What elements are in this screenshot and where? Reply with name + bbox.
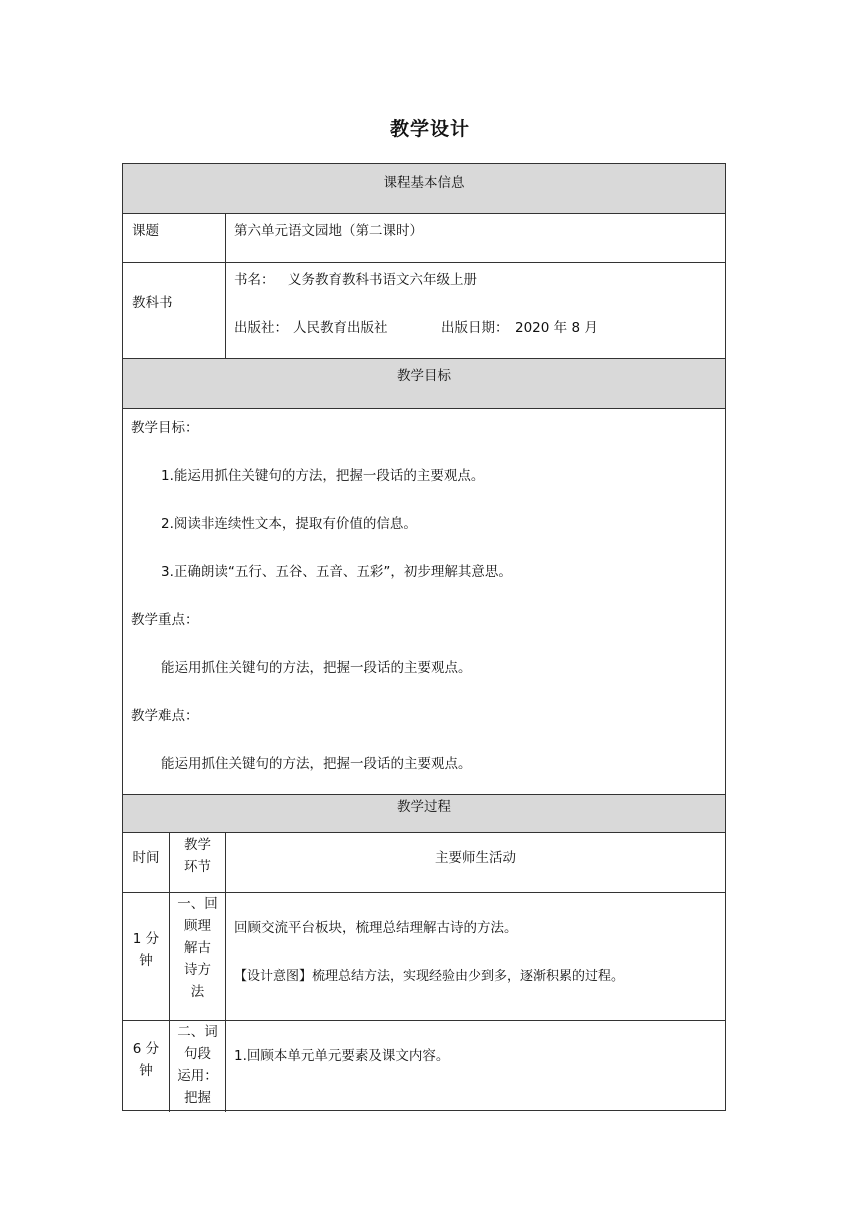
stage-line: 二、词: [177, 1024, 218, 1040]
process-columns-row: [123, 833, 725, 893]
stage-line: 解古: [184, 940, 211, 956]
col-stage-header-line: 环节: [184, 859, 211, 875]
time-line: 1 分: [132, 931, 160, 947]
key-point-text: 能运用抓住关键句的方法，把握一段话的主要观点。: [161, 660, 472, 676]
stage-cell: [169, 893, 225, 1020]
pub-date-label: 出版日期：: [441, 320, 509, 336]
page-title: 教学设计: [389, 118, 470, 140]
time-line: 6 分: [132, 1041, 160, 1057]
objective-item: 1.能运用抓住关键句的方法，把握一段话的主要观点。: [161, 468, 485, 484]
stage-line: 把握: [184, 1090, 211, 1106]
book-name-label: 书名：: [234, 272, 275, 288]
objectives-body: [123, 409, 725, 795]
activity-text: 回顾交流平台板块，梳理总结理解古诗的方法。: [234, 920, 518, 936]
objectives-header: 教学目标: [397, 368, 451, 384]
col-time-header: 时间: [132, 850, 160, 866]
difficulty-label: 教学难点：: [131, 708, 199, 724]
stage-line: 一、回: [177, 896, 218, 912]
objective-item: 2.阅读非连续性文本，提取有价值的信息。: [161, 516, 417, 532]
activity-cell: [225, 893, 725, 1020]
textbook-row: [123, 263, 725, 359]
design-note: 【设计意图】梳理总结方法，实现经验由少到多，逐渐积累的过程。: [234, 969, 625, 984]
book-name-value: 义务教育教科书语文六年级上册: [288, 272, 477, 288]
topic-row: [123, 214, 725, 263]
process-row: [123, 893, 725, 1021]
col-activity-header: 主要师生活动: [435, 850, 516, 866]
activity-cell: [225, 1021, 725, 1112]
activity-text: 1.回顾本单元单元要素及课文内容。: [234, 1048, 450, 1064]
difficulty-text: 能运用抓住关键句的方法，把握一段话的主要观点。: [161, 756, 472, 772]
stage-cell: [169, 1021, 225, 1112]
process-header-row: [123, 795, 725, 833]
pub-date-value: 2020 年 8 月: [515, 320, 598, 336]
stage-line: 法: [190, 984, 205, 1000]
topic-value: 第六单元语文园地（第二课时）: [234, 223, 423, 239]
topic-label: 课题: [132, 223, 159, 239]
lesson-plan-table: [122, 163, 726, 1111]
key-point-label: 教学重点：: [131, 612, 199, 628]
textbook-value-cell: [225, 263, 725, 358]
col-stage-header-line: 教学: [184, 837, 211, 853]
objective-item: 3.正确朗读“五行、五谷、五音、五彩”，初步理解其意思。: [161, 564, 512, 580]
col-stage-header-cell: [169, 833, 225, 892]
topic-value-cell: [225, 214, 725, 262]
objectives-header-row: [123, 359, 725, 409]
basic-info-header-row: [123, 164, 725, 214]
stage-line: 诗方: [184, 962, 211, 978]
objectives-label: 教学目标：: [131, 420, 199, 436]
publisher-label: 出版社：: [234, 320, 288, 336]
time-cell: [123, 893, 169, 1020]
time-cell: [123, 1021, 169, 1112]
time-line: 钟: [139, 1063, 153, 1079]
process-row: [123, 1021, 725, 1112]
basic-info-header: 课程基本信息: [383, 175, 465, 191]
process-header: 教学过程: [397, 799, 451, 815]
textbook-label: 教科书: [132, 295, 173, 311]
col-activity-header-cell: [225, 833, 725, 892]
publisher-value: 人民教育出版社: [293, 320, 388, 336]
stage-line: 句段: [184, 1046, 211, 1062]
stage-line: 顾理: [184, 918, 211, 934]
stage-line: 运用：: [177, 1068, 218, 1084]
time-line: 钟: [139, 953, 153, 969]
